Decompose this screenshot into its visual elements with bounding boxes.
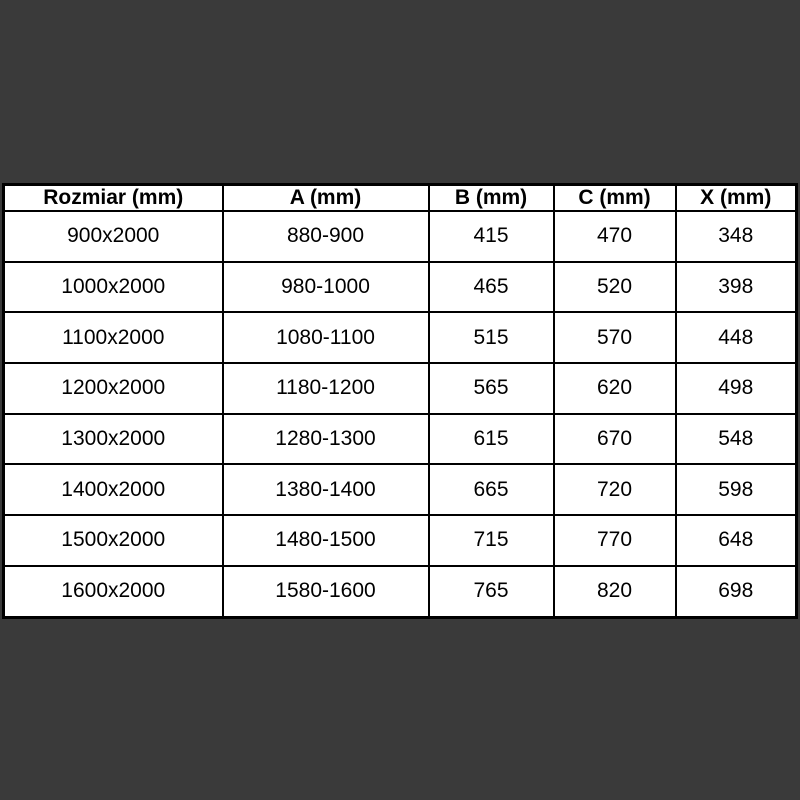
table-cell-x: 698 (676, 566, 797, 618)
col-header-rozmiar: Rozmiar (mm) (4, 185, 223, 212)
table-cell-x: 498 (676, 363, 797, 414)
table-cell-a: 1480-1500 (223, 515, 429, 566)
table-cell-b: 415 (429, 211, 554, 262)
table-cell-size: 1100x2000 (4, 312, 223, 363)
table-cell-b: 565 (429, 363, 554, 414)
table-cell-b: 515 (429, 312, 554, 363)
table-header-row (4, 185, 797, 212)
table-cell-x: 548 (676, 414, 797, 465)
table-cell-a: 980-1000 (223, 262, 429, 313)
table-cell-size: 900x2000 (4, 211, 223, 262)
table-cell-x: 648 (676, 515, 797, 566)
table-cell-c: 620 (554, 363, 676, 414)
table-cell-a: 1280-1300 (223, 414, 429, 465)
table-cell-b: 765 (429, 566, 554, 618)
col-header-a: A (mm) (223, 185, 429, 212)
table-cell-c: 570 (554, 312, 676, 363)
table-cell-a: 1080-1100 (223, 312, 429, 363)
table-cell-size: 1500x2000 (4, 515, 223, 566)
col-header-c: C (mm) (554, 185, 676, 212)
table-cell-size: 1400x2000 (4, 464, 223, 515)
table-row (4, 262, 797, 313)
table-row (4, 464, 797, 515)
table-cell-x: 598 (676, 464, 797, 515)
table-cell-size: 1300x2000 (4, 414, 223, 465)
table-cell-c: 820 (554, 566, 676, 618)
table-cell-a: 1380-1400 (223, 464, 429, 515)
table-row (4, 414, 797, 465)
table-cell-c: 720 (554, 464, 676, 515)
table-cell-c: 520 (554, 262, 676, 313)
table-cell-size: 1600x2000 (4, 566, 223, 618)
table-cell-size: 1200x2000 (4, 363, 223, 414)
table-row (4, 566, 797, 618)
table-cell-c: 470 (554, 211, 676, 262)
table-row (4, 211, 797, 262)
table-cell-a: 1580-1600 (223, 566, 429, 618)
table-row (4, 312, 797, 363)
table-cell-b: 615 (429, 414, 554, 465)
table-cell-x: 398 (676, 262, 797, 313)
table-cell-b: 465 (429, 262, 554, 313)
col-header-b: B (mm) (429, 185, 554, 212)
table-cell-a: 1180-1200 (223, 363, 429, 414)
table-cell-c: 670 (554, 414, 676, 465)
table-cell-x: 448 (676, 312, 797, 363)
table-cell-b: 715 (429, 515, 554, 566)
table-cell-a: 880-900 (223, 211, 429, 262)
table-cell-size: 1000x2000 (4, 262, 223, 313)
table-row (4, 363, 797, 414)
size-specification-table (2, 183, 798, 619)
table-cell-x: 348 (676, 211, 797, 262)
col-header-x: X (mm) (676, 185, 797, 212)
table-cell-b: 665 (429, 464, 554, 515)
table-row (4, 515, 797, 566)
table-cell-c: 770 (554, 515, 676, 566)
